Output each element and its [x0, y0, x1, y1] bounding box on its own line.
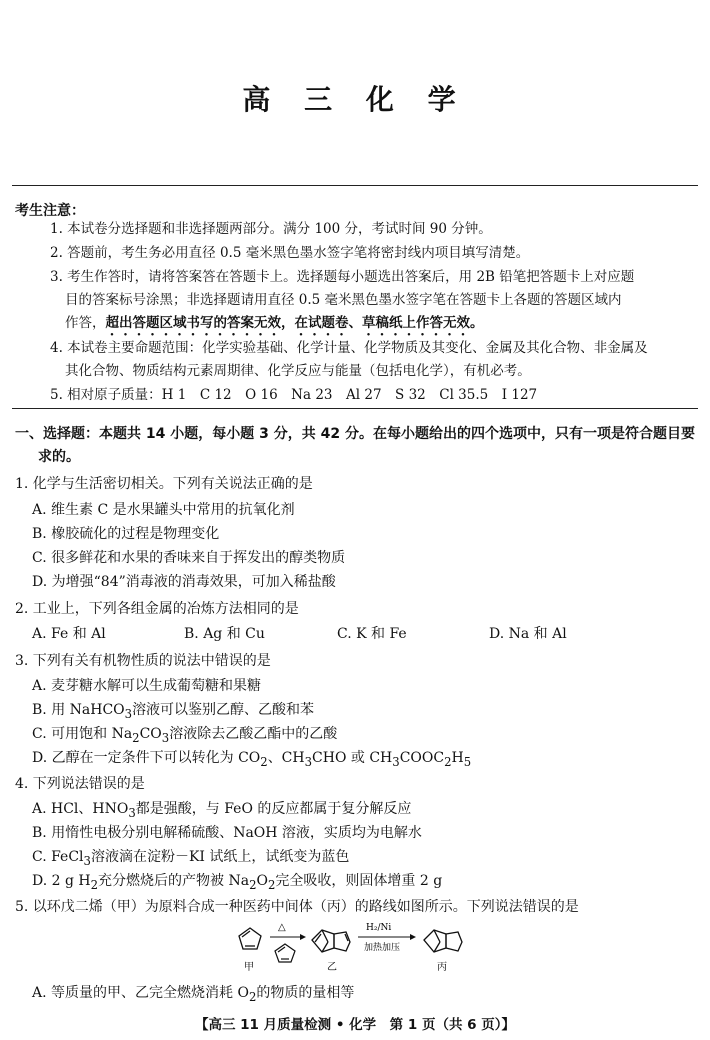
q4d-text-2: 充分燃烧后的产物被 Na [98, 873, 250, 889]
page-title: 高 三 化 学 [242, 83, 468, 116]
question-3-option-c [32, 723, 337, 745]
q3d-text-2: 、CH [267, 750, 305, 766]
q4d-text-4: 完全吸收，则固体增重 2 g [275, 873, 443, 889]
notice-emphasis: 超出答题区域书写的答案无效，在试题卷、草稿纸上作答无效。 [105, 315, 484, 331]
q4d-sub-2: 2 [249, 877, 257, 892]
q4c-text-2: 溶液滴在淀粉－KI 试纸上，试纸变为蓝色 [90, 849, 350, 865]
q3d-text-1: D. 乙醇在一定条件下可以转化为 CO [32, 750, 261, 766]
q5a-sub: 2 [248, 989, 257, 1004]
section-heading-cont: 求的。 [38, 449, 80, 465]
question-1-stem: 1. 化学与生活密切相关。下列有关说法正确的是 [15, 476, 313, 492]
arrow1-heat: △ [278, 922, 286, 933]
q4c-sub: 3 [83, 853, 91, 868]
arrow-2-head [410, 934, 416, 940]
label-yi: 乙 [327, 962, 337, 973]
notice-item-4-cont: 其化合物、物质结构元素周期律、化学反应与能量（包括电化学），有机必考。 [65, 363, 531, 379]
q3d-sub-3: 3 [392, 754, 400, 769]
question-2-option-d: D. Na 和 Al [489, 626, 567, 642]
arrow-1-head [300, 934, 306, 940]
question-4-option-a [32, 798, 411, 820]
q4d-text-3: O [256, 873, 268, 889]
question-3-stem: 3. 下列有关有机物性质的说法中错误的是 [15, 653, 271, 669]
top-rule [12, 185, 698, 186]
q3d-sub-1: 2 [260, 754, 268, 769]
label-jia: 甲 [244, 962, 254, 973]
notice-heading: 考生注意： [15, 203, 85, 219]
page-footer: 【高三 11 月质量检测 • 化学 第 1 页（共 6 页）】 [194, 1017, 516, 1033]
question-2-option-b: B. Ag 和 Cu [184, 626, 265, 642]
question-3-option-b [32, 699, 314, 721]
q3d-text-5: H [451, 750, 464, 766]
question-1-option-a: A. 维生素 C 是水果罐头中常用的抗氧化剂 [32, 502, 295, 518]
q3d-text-4: COOC [399, 750, 445, 766]
q3b-sub: 3 [124, 706, 133, 721]
reaction-scheme [230, 920, 500, 978]
q3c-sub-2: 3 [161, 730, 170, 745]
question-4-option-c [32, 846, 349, 868]
question-4-option-d [32, 870, 442, 892]
q3d-sub-2: 3 [304, 754, 313, 769]
q4c-text-1: C. FeCl [32, 849, 84, 865]
q3b-text-1: B. 用 NaHCO [32, 702, 125, 718]
dicyclopentadiene-structure [312, 930, 350, 952]
notice-item-1: 1. 本试卷分选择题和非选择题两部分。满分 100 分，考试时间 90 分钟。 [50, 221, 492, 237]
section-heading: 一、选择题：本题共 14 小题，每小题 3 分，共 42 分。在每小题给出的四个选项中，只有一项是符合题目要 [15, 426, 695, 442]
question-1-option-d: D. 为增强“84”消毒液的消毒效果，可加入稀盐酸 [32, 574, 336, 590]
question-1-option-b: B. 橡胶硫化的过程是物理变化 [32, 526, 220, 542]
q5a-text-1: A. 等质量的甲、乙完全燃烧消耗 O [32, 985, 249, 1001]
cyclopentadiene-structure [239, 928, 261, 949]
q4d-sub-1: 2 [90, 877, 99, 892]
notice-item-5: 5. 相对原子质量：H 1 C 12 O 16 Na 23 Al 27 S 32 Cl 35.5 I 127 [50, 387, 538, 403]
arrow2-condition: 加热加压 [364, 943, 401, 953]
notice-item-3: 3. 考生作答时，请将答案答在答题卡上。选择题每小题选出答案后，用 2B 铅笔把答题卡上对应题 [50, 269, 635, 285]
q4a-text-2: 都是强酸，与 FeO 的反应都属于复分解反应 [135, 801, 412, 817]
question-2-option-a: A. Fe 和 Al [32, 626, 106, 642]
question-1-option-c: C. 很多鲜花和水果的香味来自于挥发出的醇类物质 [32, 550, 346, 566]
question-3-option-a: A. 麦芽糖水解可以生成葡萄糖和果糖 [32, 678, 262, 694]
q3c-sub-1: 2 [132, 730, 140, 745]
tetrahydrodicyclopentadiene-structure [424, 930, 462, 952]
q4a-sub: 3 [128, 805, 136, 820]
question-2-option-c: C. K 和 Fe [337, 626, 407, 642]
question-2-stem: 2. 工业上，下列各组金属的冶炼方法相同的是 [15, 601, 299, 617]
notice-item-4: 4. 本试卷主要命题范围：化学实验基础、化学计量、化学物质及其变化、金属及其化合物、非金属及 [50, 340, 648, 356]
question-5-stem: 5. 以环戊二烯（甲）为原料合成一种医药中间体（丙）的路线如图所示。下列说法错误的是 [15, 899, 579, 915]
question-4-stem: 4. 下列说法错误的是 [15, 776, 145, 792]
label-bing: 丙 [437, 962, 447, 973]
q3d-text-3: CHO 或 CH [312, 750, 393, 766]
q3c-text-3: 溶液除去乙酸乙酯中的乙酸 [169, 726, 338, 742]
notice-item-2: 2. 答题前，考生务必用直径 0.5 毫米黑色墨水签字笔将密封线内项目填写清楚。 [50, 245, 530, 261]
question-4-option-b: B. 用惰性电极分别电解稀硫酸、NaOH 溶液，实质均为电解水 [32, 825, 422, 841]
bottom-rule [12, 408, 698, 409]
question-3-option-d [32, 747, 471, 769]
q3b-text-2: 溶液可以鉴别乙醇、乙酸和苯 [132, 702, 315, 718]
q4d-text-1: D. 2 g H [32, 873, 91, 889]
q5a-text-2: 的物质的量相等 [256, 985, 355, 1001]
q4d-sub-3: 2 [267, 877, 276, 892]
q4a-text-1: A. HCl、HNO [32, 801, 129, 817]
cyclopentadiene-reagent [275, 944, 295, 962]
q3c-text-2: CO [139, 726, 162, 742]
q3d-sub-4: 2 [444, 754, 452, 769]
q3c-text-1: C. 可用饱和 Na [32, 726, 133, 742]
q3d-sub-5: 5 [463, 754, 472, 769]
question-5-option-a [32, 982, 354, 1004]
notice-answer-prefix: 作答， [65, 315, 106, 331]
arrow2-reagent: H₂/Ni [366, 923, 392, 933]
notice-item-3-end [65, 313, 484, 339]
notice-item-3-cont: 目的答案标号涂黑；非选择题请用直径 0.5 毫米黑色墨水签字笔在答题卡上各题的答题区域内 [65, 292, 622, 308]
